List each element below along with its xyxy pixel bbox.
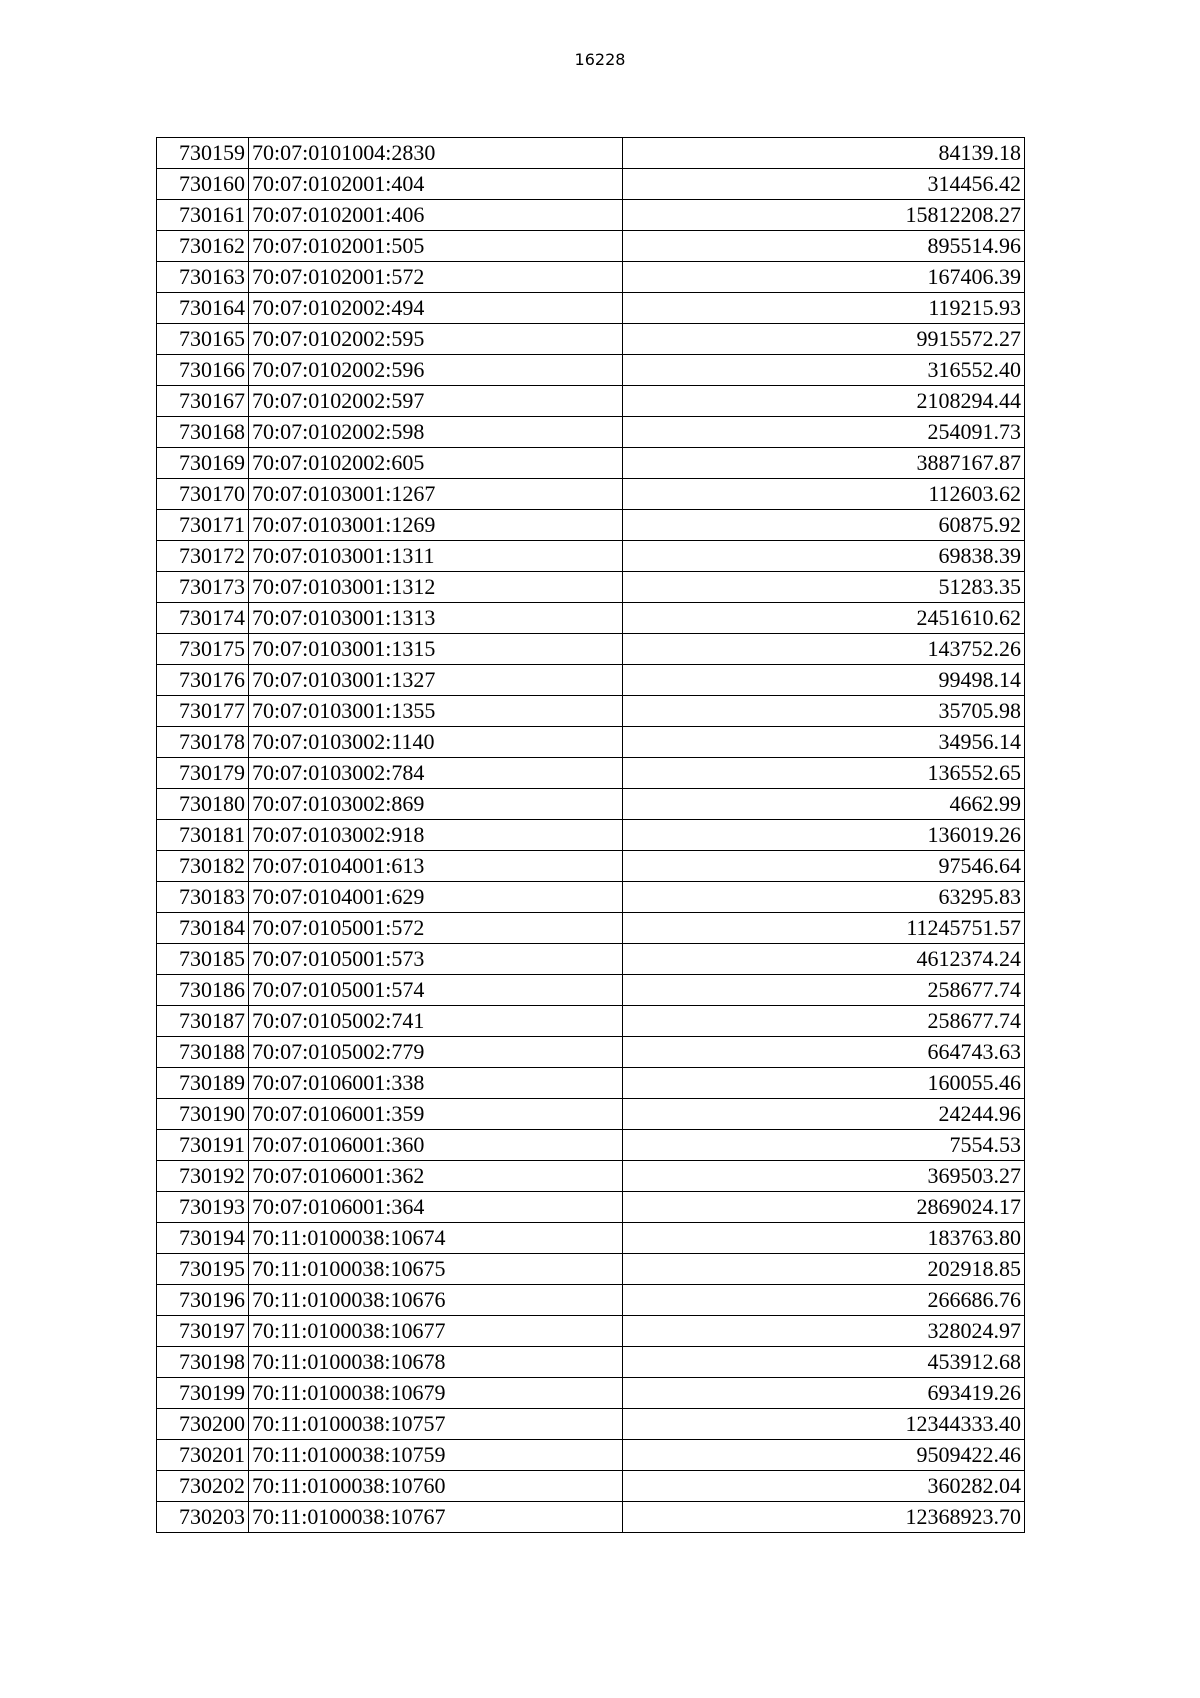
row-number-cell: 730186 [157, 975, 249, 1006]
table-row [157, 851, 1025, 882]
cadastral-number-cell: 70:07:0103002:918 [249, 820, 623, 851]
value-cell: 3887167.87 [623, 448, 1025, 479]
cadastral-number-cell: 70:07:0102002:595 [249, 324, 623, 355]
value-cell: 4612374.24 [623, 944, 1025, 975]
row-number-cell: 730167 [157, 386, 249, 417]
value-cell: 328024.97 [623, 1316, 1025, 1347]
row-number-cell: 730168 [157, 417, 249, 448]
row-number-cell: 730201 [157, 1440, 249, 1471]
value-cell: 69838.39 [623, 541, 1025, 572]
value-cell: 84139.18 [623, 138, 1025, 169]
cadastral-number-cell: 70:07:0105001:572 [249, 913, 623, 944]
cadastral-number-cell: 70:07:0103001:1312 [249, 572, 623, 603]
row-number-cell: 730198 [157, 1347, 249, 1378]
row-number-cell: 730159 [157, 138, 249, 169]
value-cell: 2108294.44 [623, 386, 1025, 417]
cadastral-number-cell: 70:11:0100038:10675 [249, 1254, 623, 1285]
row-number-cell: 730176 [157, 665, 249, 696]
table-row [157, 1006, 1025, 1037]
cadastral-number-cell: 70:07:0102002:596 [249, 355, 623, 386]
row-number-cell: 730200 [157, 1409, 249, 1440]
value-cell: 160055.46 [623, 1068, 1025, 1099]
row-number-cell: 730164 [157, 293, 249, 324]
cadastral-number-cell: 70:07:0101004:2830 [249, 138, 623, 169]
row-number-cell: 730184 [157, 913, 249, 944]
row-number-cell: 730177 [157, 696, 249, 727]
table-row [157, 727, 1025, 758]
cadastral-number-cell: 70:11:0100038:10757 [249, 1409, 623, 1440]
value-cell: 11245751.57 [623, 913, 1025, 944]
value-cell: 258677.74 [623, 1006, 1025, 1037]
row-number-cell: 730172 [157, 541, 249, 572]
table-row [157, 1285, 1025, 1316]
value-cell: 895514.96 [623, 231, 1025, 262]
cadastral-number-cell: 70:07:0103001:1313 [249, 603, 623, 634]
row-number-cell: 730190 [157, 1099, 249, 1130]
row-number-cell: 730175 [157, 634, 249, 665]
row-number-cell: 730195 [157, 1254, 249, 1285]
row-number-cell: 730182 [157, 851, 249, 882]
row-number-cell: 730180 [157, 789, 249, 820]
table-row [157, 1192, 1025, 1223]
value-cell: 202918.85 [623, 1254, 1025, 1285]
value-cell: 258677.74 [623, 975, 1025, 1006]
cadastral-number-cell: 70:07:0102001:406 [249, 200, 623, 231]
cadastral-number-cell: 70:07:0102002:605 [249, 448, 623, 479]
cadastral-number-cell: 70:07:0103001:1355 [249, 696, 623, 727]
value-cell: 4662.99 [623, 789, 1025, 820]
row-number-cell: 730163 [157, 262, 249, 293]
cadastral-number-cell: 70:07:0104001:629 [249, 882, 623, 913]
table-row [157, 696, 1025, 727]
value-cell: 12344333.40 [623, 1409, 1025, 1440]
table-row [157, 634, 1025, 665]
value-cell: 693419.26 [623, 1378, 1025, 1409]
table-row [157, 572, 1025, 603]
value-cell: 167406.39 [623, 262, 1025, 293]
cadastral-number-cell: 70:07:0103001:1267 [249, 479, 623, 510]
cadastral-number-cell: 70:07:0103001:1269 [249, 510, 623, 541]
cadastral-number-cell: 70:07:0105002:779 [249, 1037, 623, 1068]
value-cell: 136019.26 [623, 820, 1025, 851]
cadastral-number-cell: 70:07:0102002:597 [249, 386, 623, 417]
value-cell: 99498.14 [623, 665, 1025, 696]
row-number-cell: 730166 [157, 355, 249, 386]
value-cell: 266686.76 [623, 1285, 1025, 1316]
row-number-cell: 730161 [157, 200, 249, 231]
row-number-cell: 730191 [157, 1130, 249, 1161]
table-row [157, 262, 1025, 293]
cadastral-number-cell: 70:07:0103002:869 [249, 789, 623, 820]
value-cell: 9915572.27 [623, 324, 1025, 355]
table-row [157, 1502, 1025, 1533]
table-row [157, 882, 1025, 913]
cadastral-number-cell: 70:07:0102002:494 [249, 293, 623, 324]
table-row [157, 1037, 1025, 1068]
table-row [157, 944, 1025, 975]
table-row [157, 1347, 1025, 1378]
table-row [157, 169, 1025, 200]
value-cell: 63295.83 [623, 882, 1025, 913]
table-row [157, 1130, 1025, 1161]
value-cell: 360282.04 [623, 1471, 1025, 1502]
cadastral-number-cell: 70:07:0106001:364 [249, 1192, 623, 1223]
row-number-cell: 730162 [157, 231, 249, 262]
row-number-cell: 730173 [157, 572, 249, 603]
row-number-cell: 730187 [157, 1006, 249, 1037]
table-row [157, 1254, 1025, 1285]
cadastral-number-cell: 70:07:0103001:1315 [249, 634, 623, 665]
cadastral-number-cell: 70:07:0102001:572 [249, 262, 623, 293]
table-row [157, 386, 1025, 417]
value-cell: 2869024.17 [623, 1192, 1025, 1223]
cadastral-number-cell: 70:11:0100038:10674 [249, 1223, 623, 1254]
value-cell: 12368923.70 [623, 1502, 1025, 1533]
value-cell: 7554.53 [623, 1130, 1025, 1161]
table-row [157, 820, 1025, 851]
value-cell: 664743.63 [623, 1037, 1025, 1068]
table-row [157, 1316, 1025, 1347]
table-row [157, 355, 1025, 386]
value-cell: 24244.96 [623, 1099, 1025, 1130]
cadastral-number-cell: 70:11:0100038:10677 [249, 1316, 623, 1347]
row-number-cell: 730181 [157, 820, 249, 851]
row-number-cell: 730171 [157, 510, 249, 541]
value-cell: 15812208.27 [623, 200, 1025, 231]
value-cell: 183763.80 [623, 1223, 1025, 1254]
table-row [157, 510, 1025, 541]
value-cell: 51283.35 [623, 572, 1025, 603]
cadastral-number-cell: 70:07:0103001:1327 [249, 665, 623, 696]
cadastral-number-cell: 70:11:0100038:10759 [249, 1440, 623, 1471]
row-number-cell: 730183 [157, 882, 249, 913]
cadastral-number-cell: 70:07:0106001:338 [249, 1068, 623, 1099]
table-row [157, 913, 1025, 944]
table-row [157, 1161, 1025, 1192]
cadastral-number-cell: 70:11:0100038:10676 [249, 1285, 623, 1316]
value-cell: 119215.93 [623, 293, 1025, 324]
table-row [157, 200, 1025, 231]
row-number-cell: 730193 [157, 1192, 249, 1223]
value-cell: 316552.40 [623, 355, 1025, 386]
table-row [157, 1068, 1025, 1099]
value-cell: 60875.92 [623, 510, 1025, 541]
value-cell: 97546.64 [623, 851, 1025, 882]
row-number-cell: 730174 [157, 603, 249, 634]
cadastral-number-cell: 70:07:0106001:362 [249, 1161, 623, 1192]
row-number-cell: 730202 [157, 1471, 249, 1502]
table-row [157, 138, 1025, 169]
table-row [157, 1223, 1025, 1254]
cadastral-number-cell: 70:11:0100038:10760 [249, 1471, 623, 1502]
table-row [157, 293, 1025, 324]
table-row [157, 1409, 1025, 1440]
table-row [157, 541, 1025, 572]
table-row [157, 789, 1025, 820]
row-number-cell: 730185 [157, 944, 249, 975]
cadastral-number-cell: 70:11:0100038:10767 [249, 1502, 623, 1533]
table-row [157, 1440, 1025, 1471]
value-cell: 143752.26 [623, 634, 1025, 665]
row-number-cell: 730188 [157, 1037, 249, 1068]
value-cell: 254091.73 [623, 417, 1025, 448]
value-cell: 453912.68 [623, 1347, 1025, 1378]
row-number-cell: 730165 [157, 324, 249, 355]
cadastral-number-cell: 70:07:0102001:404 [249, 169, 623, 200]
row-number-cell: 730169 [157, 448, 249, 479]
value-cell: 112603.62 [623, 479, 1025, 510]
cadastral-number-cell: 70:07:0103001:1311 [249, 541, 623, 572]
table-row [157, 417, 1025, 448]
row-number-cell: 730178 [157, 727, 249, 758]
table-row [157, 758, 1025, 789]
table-row [157, 1471, 1025, 1502]
value-cell: 369503.27 [623, 1161, 1025, 1192]
row-number-cell: 730160 [157, 169, 249, 200]
row-number-cell: 730170 [157, 479, 249, 510]
row-number-cell: 730203 [157, 1502, 249, 1533]
cadastral-number-cell: 70:07:0105002:741 [249, 1006, 623, 1037]
cadastral-number-cell: 70:07:0105001:573 [249, 944, 623, 975]
row-number-cell: 730189 [157, 1068, 249, 1099]
cadastral-number-cell: 70:07:0105001:574 [249, 975, 623, 1006]
table-row [157, 479, 1025, 510]
table-row [157, 324, 1025, 355]
row-number-cell: 730179 [157, 758, 249, 789]
table-row [157, 603, 1025, 634]
value-cell: 34956.14 [623, 727, 1025, 758]
row-number-cell: 730197 [157, 1316, 249, 1347]
row-number-cell: 730194 [157, 1223, 249, 1254]
cadastral-number-cell: 70:11:0100038:10678 [249, 1347, 623, 1378]
value-cell: 136552.65 [623, 758, 1025, 789]
page-number: 16228 [574, 50, 626, 69]
cadastral-number-cell: 70:07:0104001:613 [249, 851, 623, 882]
cadastral-number-cell: 70:07:0102001:505 [249, 231, 623, 262]
cadastral-number-cell: 70:07:0102002:598 [249, 417, 623, 448]
cadastral-number-cell: 70:07:0106001:360 [249, 1130, 623, 1161]
value-cell: 314456.42 [623, 169, 1025, 200]
value-cell: 9509422.46 [623, 1440, 1025, 1471]
table-row [157, 231, 1025, 262]
row-number-cell: 730196 [157, 1285, 249, 1316]
table-row [157, 665, 1025, 696]
row-number-cell: 730192 [157, 1161, 249, 1192]
row-number-cell: 730199 [157, 1378, 249, 1409]
table-row [157, 448, 1025, 479]
cadastral-number-cell: 70:07:0106001:359 [249, 1099, 623, 1130]
value-cell: 2451610.62 [623, 603, 1025, 634]
table-row [157, 1099, 1025, 1130]
cadastral-number-cell: 70:07:0103002:784 [249, 758, 623, 789]
cadastral-number-cell: 70:11:0100038:10679 [249, 1378, 623, 1409]
table-row [157, 1378, 1025, 1409]
cadastral-number-cell: 70:07:0103002:1140 [249, 727, 623, 758]
table-row [157, 975, 1025, 1006]
registry-table [156, 137, 1025, 1533]
table-body [157, 138, 1025, 1533]
value-cell: 35705.98 [623, 696, 1025, 727]
